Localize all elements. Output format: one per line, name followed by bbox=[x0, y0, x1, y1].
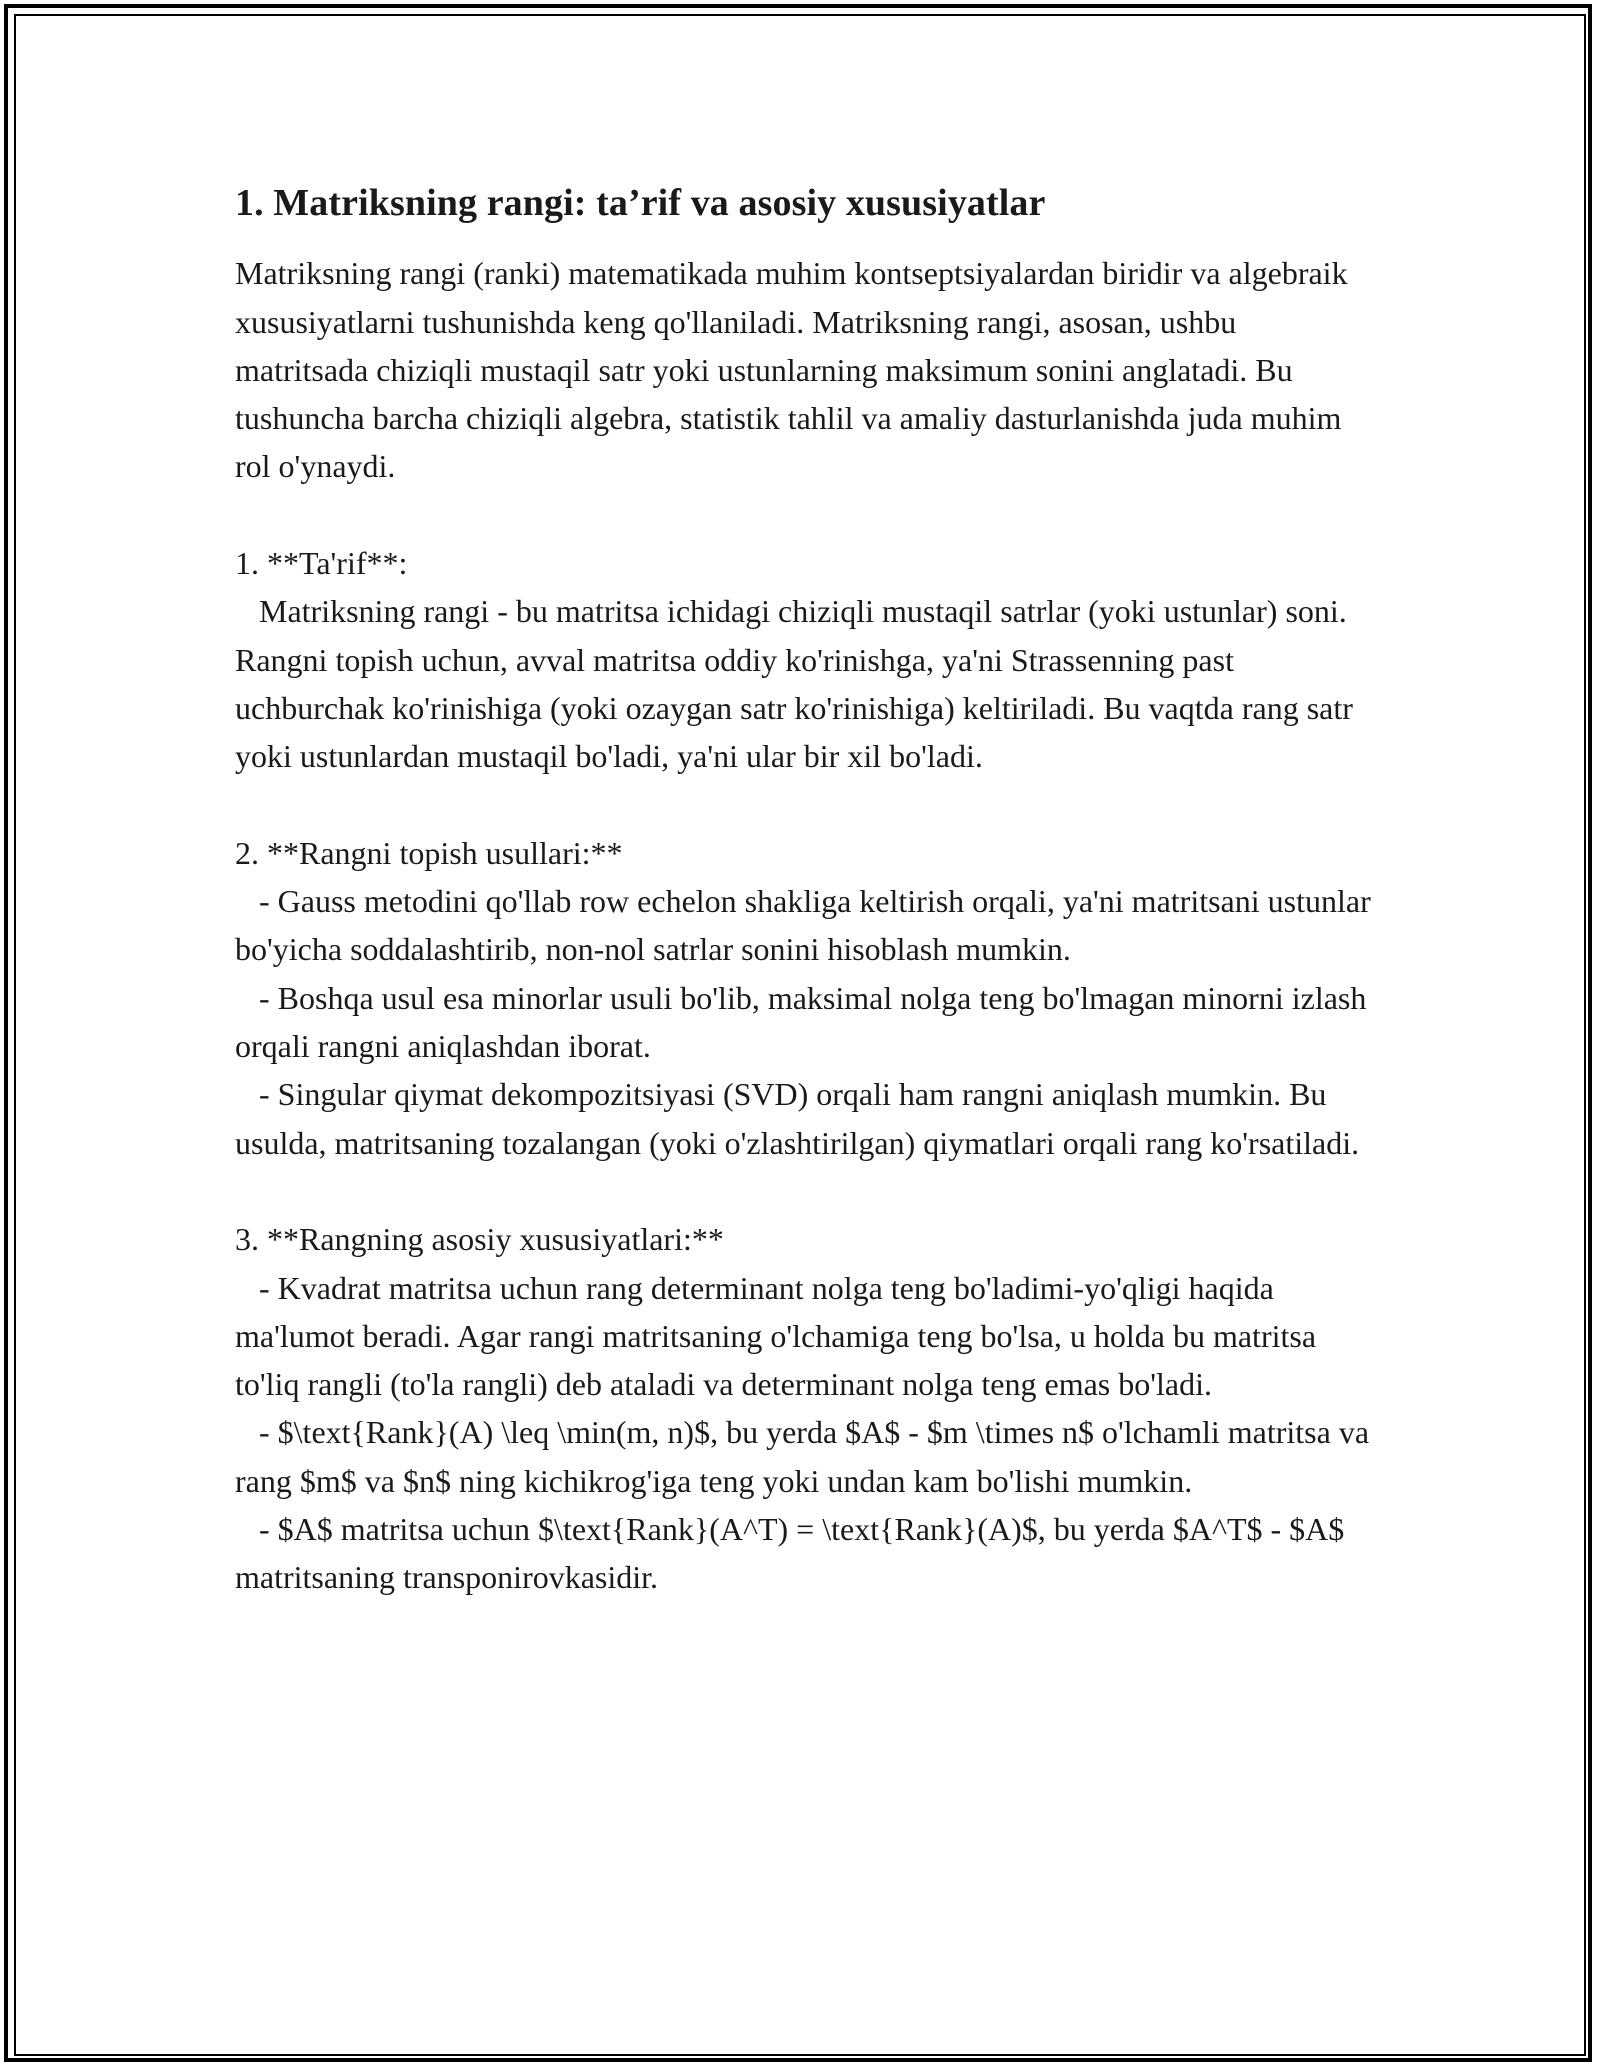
section-definition bbox=[235, 539, 1375, 780]
list-item: - $\text{Rank}(A) \leq \min(m, n)$, bu yerda $A$ - $m \times n$ o'lchamli matritsa va rang $m$ va $n$ ning kichikrog'iga teng yoki undan kam bo'lishi mumkin. bbox=[235, 1414, 1378, 1499]
list-item: - $A$ matritsa uchun $\text{Rank}(A^T) = \text{Rank}(A)$, bu yerda $A^T$ - $A$ matritsaning transponirovkasidir. bbox=[235, 1511, 1353, 1596]
section-paragraph: Matriksning rangi - bu matritsa ichidagi chiziqli mustaqil satrlar (yoki ustunlar) soni. Rangni topish uchun, avval matritsa oddiy ko'rinishga, ya'ni Strassenning past uchburchak ko'rinishiga (yoki ozaygan satr ko'rinishiga) keltiriladi. Bu vaqtda rang satr yoki ustunlardan mustaqil bo'ladi, ya'ni ular bir xil bo'ladi. bbox=[235, 593, 1361, 775]
list-item: - Singular qiymat dekompozitsiyasi (SVD) orqali ham rangni aniqlash mumkin. Bu usulda, matritsaning tozalangan (yoki o'zlashtirilgan) qiymatlari orqali rang ko'rsatiladi. bbox=[235, 1076, 1360, 1161]
paragraph-gap bbox=[235, 781, 1375, 829]
section-properties bbox=[235, 1215, 1378, 1601]
intro-paragraph: Matriksning rangi (ranki) matematikada muhim kontseptsiyalardan biridir va algebraik xususiyatlarni tushunishda keng qo'llaniladi. Matriksning rangi, asosan, ushbu matritsada chiziqli mustaqil satr yoki ustunlarning maksimum sonini anglatadi. Bu tushuncha barcha chiziqli algebra, statistik tahlil va amaliy dasturlanishda juda muhim rol o'ynaydi. bbox=[235, 255, 1356, 485]
section-heading: 2. **Rangni topish usullari:** bbox=[235, 834, 623, 871]
list-item: - Boshqa usul esa minorlar usuli bo'lib, maksimal nolga teng bo'lmagan minorni izlash orqali rangni aniqlashdan iborat. bbox=[235, 979, 1375, 1065]
section-methods bbox=[235, 829, 1379, 1167]
list-item: - Gauss metodini qo'llab row echelon shakliga keltirish orqali, ya'ni matritsani ustunlar bo'yicha soddalashtirib, non-nol satrlar sonini hisoblash mumkin. bbox=[235, 883, 1379, 968]
document-body bbox=[235, 178, 1379, 1602]
paragraph-gap bbox=[235, 491, 1375, 539]
section-heading: 1. **Ta'rif**: bbox=[235, 545, 408, 582]
section-heading: 3. **Rangning asosiy xususiyatlari:** bbox=[235, 1221, 724, 1258]
list-item: - Kvadrat matritsa uchun rang determinant nolga teng bo'ladimi-yo'qligi haqida ma'lumot beradi. Agar rangi matritsaning o'lchamiga teng bo'lsa, u holda bu matritsa to'liq rangli (to'la rangli) deb ataladi va determinant nolga teng emas bo'ladi. bbox=[235, 1269, 1325, 1403]
document-title: 1. Matriksning rangi: ta’rif va asosiy xususiyatlar bbox=[235, 182, 1046, 224]
paragraph-gap bbox=[235, 1167, 1375, 1215]
